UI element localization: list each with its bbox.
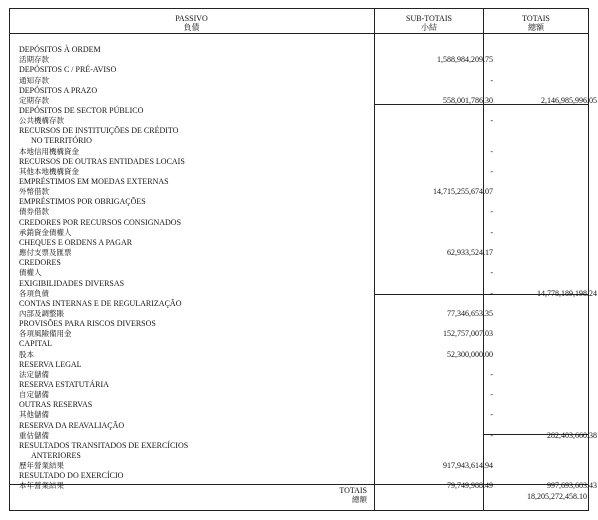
row-subtotal: 79,749,988.49: [447, 481, 493, 491]
row-subtotal: 62,933,524.17: [447, 248, 493, 257]
table-row: [19, 430, 597, 441]
table-row: [19, 279, 589, 289]
liabilities-table: [9, 8, 597, 511]
row-label: 法定儲備: [19, 369, 49, 379]
row-subtotal: -: [490, 75, 493, 85]
header-subtotais: [375, 14, 483, 32]
row-label: NO TERRITÓRIO: [31, 136, 92, 146]
table-row: [19, 116, 589, 126]
row-subtotal: -: [490, 268, 493, 278]
table-row: [19, 86, 589, 96]
row-label: 債權人: [19, 268, 42, 278]
table-border-top: [9, 8, 589, 9]
row-subtotal: -: [490, 390, 493, 400]
row-label: 重估儲備: [19, 430, 49, 440]
row-label: DEPÓSITOS C / PRÉ-AVISO: [19, 65, 117, 75]
table-row: [19, 248, 589, 258]
row-label: 債券借款: [19, 207, 49, 217]
table-row: [19, 370, 589, 380]
table-row: [19, 65, 589, 75]
row-label: DEPÓSITOS DE SECTOR PÚBLICO: [19, 105, 144, 115]
table-row: [19, 45, 589, 55]
row-label: CHEQUES E ORDENS A PAGAR: [19, 237, 133, 247]
row-label: RESERVA DA REAVALIAÇÃO: [19, 420, 125, 430]
table-row: [19, 319, 589, 329]
row-label: 其他儲備: [19, 410, 49, 420]
table-row: [19, 177, 589, 187]
header-underline: [9, 33, 589, 34]
row-label: RESERVA ESTATUTÁRIA: [19, 379, 109, 389]
header-passivo-label-zh: 負債: [183, 23, 200, 32]
header-passivo: [9, 14, 374, 32]
table-row: [19, 441, 589, 451]
row-subtotal: -: [490, 166, 493, 176]
row-label: EMPRÉSTIMOS POR OBRIGAÇÕES: [19, 197, 146, 207]
table-row: [19, 147, 589, 157]
row-label: PROVISÕES PARA RISCOS DIVERSOS: [19, 319, 156, 329]
table-row: [19, 197, 589, 207]
row-subtotal: -: [490, 410, 493, 420]
row-label: 定期存款: [19, 95, 49, 105]
footer-totais-label: TOTAIS: [339, 486, 367, 495]
row-subtotal: -: [490, 430, 493, 440]
row-label: DEPÓSITOS À ORDEM: [19, 45, 101, 54]
table-row: [19, 167, 589, 177]
row-label: 承銷資金債權人: [19, 227, 72, 237]
row-subtotal: -: [490, 207, 493, 217]
table-row: [19, 258, 589, 268]
row-label: RESULTADO DO EXERCÍCIO: [19, 471, 124, 481]
header-subtotais-label: SUB-TOTAIS: [406, 14, 452, 23]
row-subtotal: -: [490, 288, 493, 298]
row-label: CAPITAL: [19, 339, 53, 349]
row-subtotal: 917,943,614.94: [443, 461, 493, 471]
row-label: EXIGIBILIDADES DIVERSAS: [19, 278, 125, 288]
table-row: [19, 106, 589, 116]
table-row: [19, 390, 589, 400]
row-label: 歷年營業結果: [19, 461, 64, 471]
row-total: 997,693,603.43: [547, 481, 597, 491]
table-row: [19, 380, 589, 390]
row-total: 14,778,189,198.24: [537, 288, 597, 298]
table-row: [19, 288, 597, 299]
row-subtotal: 14,715,255,674.07: [433, 187, 493, 197]
table-row: [19, 421, 589, 431]
footer-totais-label-zh: 總額: [352, 495, 367, 504]
header-totais-label: TOTAIS: [522, 14, 550, 23]
row-label: 公共機構存款: [19, 116, 64, 125]
table-row: [19, 95, 597, 106]
row-subtotal: 1,588,984,209.75: [437, 55, 493, 65]
row-subtotal: -: [490, 369, 493, 379]
row-label: RECURSOS DE INSTITUIÇÕES DE CRÉDITO: [19, 126, 179, 136]
row-subtotal: 52,300,000.00: [447, 349, 493, 359]
table-row: [19, 55, 589, 65]
table-row: [19, 207, 589, 217]
row-subtotal: -: [490, 146, 493, 156]
table-row: [19, 360, 589, 370]
row-subtotal: -: [490, 227, 493, 237]
header-totais-label-zh: 總額: [528, 23, 544, 32]
row-total: 2,146,985,996.05: [541, 95, 597, 105]
row-label: 股本: [19, 349, 34, 359]
table-row: [19, 299, 589, 309]
table-row: [19, 329, 589, 339]
table-row: [19, 187, 589, 197]
row-label: CREDORES POR RECURSOS CONSIGNADOS: [19, 217, 182, 227]
table-row: [19, 157, 589, 167]
row-subtotal: -: [490, 116, 493, 125]
row-label: ANTERIORES: [31, 451, 81, 460]
row-label: DEPÓSITOS A PRAZO: [19, 85, 98, 95]
table-row: [19, 76, 589, 86]
row-label: EMPRÉSTIMOS EM MOEDAS EXTERNAS: [19, 177, 169, 186]
table-row: [19, 410, 589, 420]
row-subtotal: 152,757,007.03: [443, 329, 493, 339]
row-label: RESERVA LEGAL: [19, 359, 82, 369]
row-label: 各項風險備用金: [19, 329, 72, 339]
row-label: 外幣借款: [19, 187, 49, 197]
table-row: [19, 350, 589, 360]
row-label: 其他本地機構資金: [19, 166, 79, 176]
row-label: CONTAS INTERNAS E DE REGULARIZAÇÃO: [19, 298, 182, 308]
row-label: 自定儲備: [19, 390, 49, 400]
table-row: [19, 136, 589, 146]
table-border-bottom: [9, 510, 589, 511]
table-row: [19, 451, 589, 461]
row-label: 活期存款: [19, 55, 49, 65]
footer-grand-total: 18,205,272,458.10: [527, 492, 587, 501]
table-row: [19, 228, 589, 238]
table-row: [19, 218, 589, 228]
table-border-left: [9, 8, 10, 510]
table-row: [19, 400, 589, 410]
header-passivo-label: PASSIVO: [175, 14, 208, 23]
table-row: [19, 309, 589, 319]
row-label: 本地信用機構資金: [19, 146, 79, 156]
table-row: [19, 461, 589, 471]
table-row: [19, 268, 589, 278]
table-row: [19, 126, 589, 136]
row-label: 內部及調整賬: [19, 308, 64, 318]
row-label: 各項負債: [19, 288, 49, 298]
row-label: 通知存款: [19, 75, 49, 85]
row-subtotal: 77,346,653.35: [447, 308, 493, 318]
row-label: 本年營業結果: [19, 481, 64, 491]
row-label: 應付支票及匯票: [19, 248, 72, 257]
row-label: OUTRAS RESERVAS: [19, 400, 93, 410]
row-label: RESULTADOS TRANSITADOS DE EXERCÍCIOS: [19, 440, 189, 450]
table-row: [19, 471, 589, 481]
row-label: CREDORES: [19, 258, 61, 268]
row-subtotal: 558,001,786.30: [443, 95, 493, 105]
table-row: [19, 238, 589, 248]
header-totais: [484, 14, 588, 32]
table-row: [19, 339, 589, 349]
row-total: 282,403,660.38: [547, 430, 597, 440]
row-label: RECURSOS DE OUTRAS ENTIDADES LOCAIS: [19, 156, 185, 166]
header-subtotais-label-zh: 小結: [421, 23, 437, 32]
